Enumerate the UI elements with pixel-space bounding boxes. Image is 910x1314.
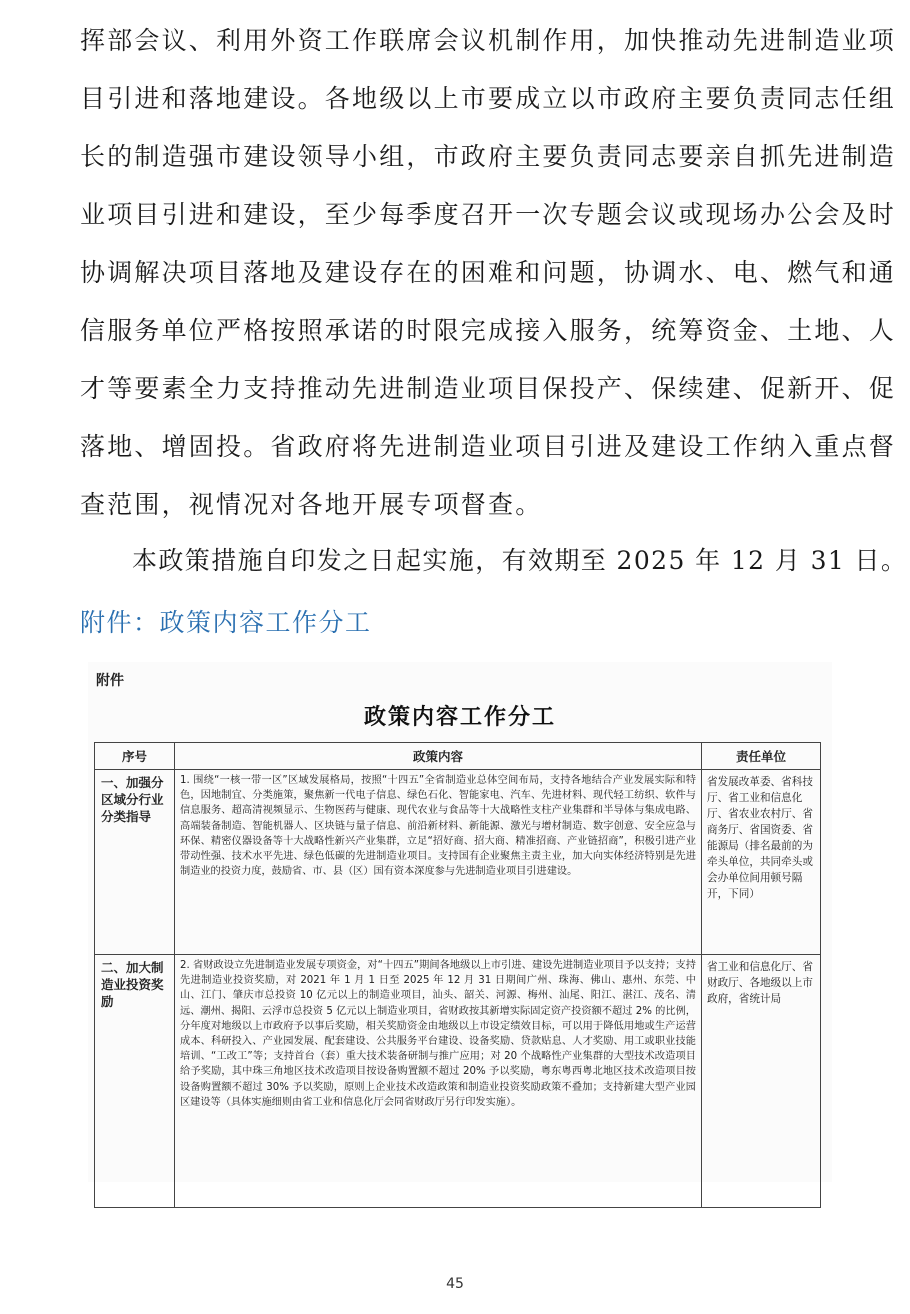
row-heading: 一、加强分区域分行业分类指导 (95, 770, 175, 955)
page-number: 45 (446, 1276, 464, 1292)
attachment-heading: 附件：政策内容工作分工 (80, 608, 372, 637)
body-line: 业项目引进和建设，至少每季度召开一次专题会议或现场办公会及时 (80, 200, 897, 229)
table-header-row (95, 743, 821, 770)
body-line: 协调解决项目落地及建设存在的困难和问题，协调水、电、燃气和通 (80, 258, 897, 287)
table-row (95, 770, 821, 955)
attachment-label: 附件 (96, 673, 124, 689)
body-text (80, 12, 897, 534)
body-line: 落地、增固投。省政府将先进制造业项目引进及建设工作纳入重点督 (80, 432, 897, 461)
body-line: 挥部会议、利用外资工作联席会议机制作用，加快推动先进制造业项 (80, 26, 897, 55)
body-line: 才等要素全力支持推动先进制造业项目保投产、保续建、促新开、促 (80, 374, 897, 403)
row-content: 1. 围绕“一核一带一区”区域发展格局，按照“十四五”全省制造业总体空间布局，支持各地结合产业发展实际和特色，因地制宜、分类施策，聚焦新一代电子信息、绿色石化、智能家电、汽车、先进材料、现代轻工纺织、软件与信息服务、超高清视频显示、生物医药与健康、现代农业与食品等十大战略性支柱产业集群和半导体与集成电路、高端装备制造、智能机器人、区块链与量子信息、前沿新材料、新能源、激光与增材制造、数字创意、安全应急与环保、精密仪器设备等十大战略性新兴产业集群，立足“招好商、招大商、精准招商、产业链招商”，积极引进产业带动性强、技术水平先进、绿色低碳的先进制造业项目。支持国有企业聚焦主责主业，加大向实体经济特别是先进制造业的投资力度，鼓励省、市、县（区）国有资本深度参与先进制造业项目引进建设。 (175, 770, 702, 955)
body-line: 查范围，视情况对各地开展专项督查。 (80, 490, 543, 519)
row-responsible: 省工业和信息化厅、省财政厅、各地级以上市政府，省统计局 (702, 955, 821, 1208)
body-line: 目引进和落地建设。各地级以上市要成立以市政府主要负责同志任组 (80, 84, 897, 113)
attachment-title: 政策内容工作分工 (363, 704, 556, 730)
header-responsible-unit: 责任单位 (702, 743, 821, 770)
row-heading: 二、加大制造业投资奖励 (95, 955, 175, 1208)
header-policy-content: 政策内容 (175, 743, 702, 770)
row-responsible: 省发展改革委、省科技厅、省工业和信息化厅、省农业农村厅、省商务厅、省国资委、省能源局（排名最前的为牵头单位，共同牵头或会办单位间用顿号隔开，下同） (702, 770, 821, 955)
attachment-scan (88, 662, 832, 1182)
row-content: 2. 省财政设立先进制造业发展专项资金，对“十四五”期间各地级以上市引进、建设先进制造业项目予以支持；支持先进制造业投资奖励，对 2021 年 1 月 1 日至 2025 年 12 月 31 日期间广州、珠海、佛山、惠州、东莞、中山、江门、肇庆市总投资 10 亿元以上的制造业项目，汕头、韶关、河源、梅州、汕尾、阳江、湛江、茂名、清远、潮州、揭阳、云浮市总投资 5 亿元以上制造业项目，省财政按其新增实际固定资产投资额不超过 2% 的比例，分年度对地级以上市政府予以事后奖励，相关奖励资金由地级以上市设定绩效目标，可以用于降低用地或生产运营成本、科研投入、产业园发展、配套建设、公共服务平台建设、设备奖励、贷款贴息、人才奖励、用工或职业技能培训、“工改工”等；支持首台（套）重大技术装备研制与推广应用；对 20 个战略性产业集群的大型技术改造项目给予奖励，其中珠三角地区技术改造项目按设备购置额不超过 20% 予以奖励，粤东粤西粤北地区技术改造项目按设备购置额不超过 30% 予以奖励，原则上企业技术改造政策和制造业投资奖励政策不叠加；支持新建大型产业园区建设等（具体实施细则由省工业和信息化厅会同省财政厅另行印发实施）。 (175, 955, 702, 1208)
body-line: 信服务单位严格按照承诺的时限完成接入服务，统筹资金、土地、人 (80, 316, 897, 345)
policy-table (94, 742, 821, 1208)
body-line: 长的制造强市建设领导小组，市政府主要负责同志要亲自抓先进制造 (80, 142, 897, 171)
closing-paragraph: 本政策措施自印发之日起实施，有效期至 2025 年 12 月 31 日。 (132, 546, 908, 575)
header-serial: 序号 (95, 743, 175, 770)
table-row (95, 955, 821, 1208)
